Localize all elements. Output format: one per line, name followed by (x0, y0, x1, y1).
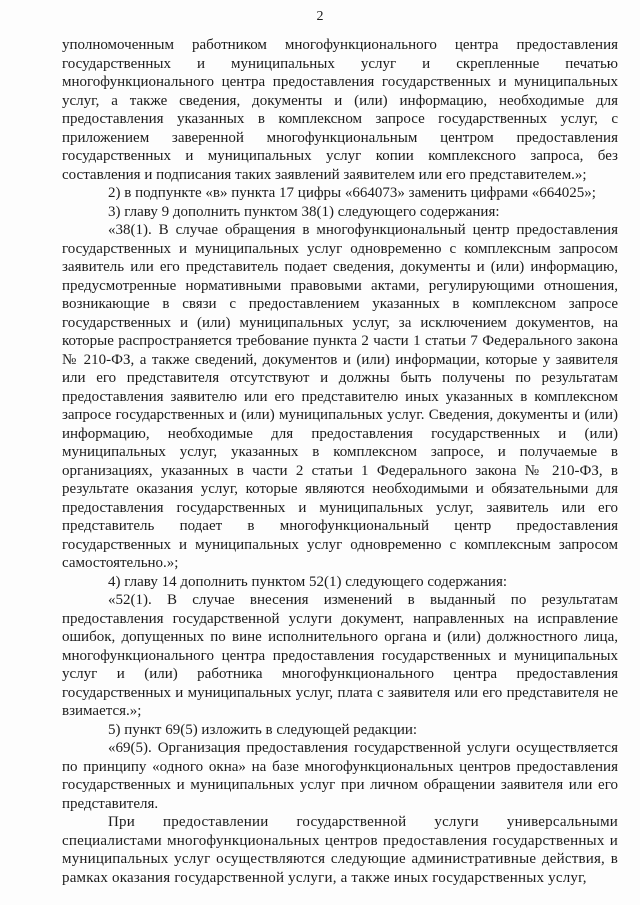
paragraph-item-5: 5) пункт 69(5) изложить в следующей редакции: (108, 721, 418, 738)
page-number: 2 (316, 9, 324, 24)
paragraph-clause-69-5: «69(5). Организация предоставления государственной услуги осуществляется по принципу «одного окна» на базе многофункциональных центров предоставления государственных и муниципальных услуг при личном обращении заявителя или его представителя. (62, 740, 618, 812)
paragraph-item-3: 3) главу 9 дополнить пунктом 38(1) следующего содержания: (108, 203, 500, 220)
paragraph-clause-52-1: «52(1). В случае внесения изменений в выданный по результатам предоставления государственной услуги документ, направленных на исправление ошибок, допущенных по вине исполнительного органа и (или) должностного лица, многофункционального центра предоставления государственных и муниципальных услуг и (или) работника многофункционального центра предоставления государственных и муниципальных услуг, плата с заявителя или его представителя не взимается.»; (62, 592, 618, 719)
paragraph-universal-specialists: При предоставлении государственной услуги универсальными специалистами многофункциональных центров предоставления государственных и муниципальных услуг осуществляются следующие административные действия, в рамках оказания государственной услуги, а также иных государственных услуг, (62, 814, 618, 886)
paragraph-item-2: 2) в подпункте «в» пункта 17 цифры «664073» заменить цифрами «664025»; (108, 185, 596, 201)
document-body (62, 36, 618, 887)
paragraph-item-4: 4) главу 14 дополнить пунктом 52(1) следующего содержания: (108, 573, 508, 590)
paragraph-continuation: уполномоченным работником многофункционального центра предоставления государственных и муниципальных услуг и скрепленные печатью многофункционального центра предоставления государственных и муниципальных услуг, а также сведения, документы и (или) информацию, необходимые для предоставления указанных в комплексном запросе государственных услуг, с приложением заверенной многофункциональным центром предоставления государственных и муниципальных услуг копии комплексного запроса, без составления и подписания таких заявлений заявителем или его представителем.»; (62, 37, 618, 183)
paragraph-clause-38-1: «38(1). В случае обращения в многофункциональный центр предоставления государственных и муниципальных услуг одновременно с комплексным запросом заявитель или его представитель подает сведения, документы и (или) информацию, предусмотренные нормативными правовыми актами, регулирующими отношения, возникающие в связи с предоставлением указанных в комплексном запросе государственных и (или) муниципальных услуг, за исключением документов, на которые распространяется требование пункта 2 части 1 статьи 7 Федерального закона № 210-ФЗ, а также сведений, документов и (или) информации, которые у заявителя или его представителя отсутствуют и должны быть получены по результатам предоставления заявителю или его представителю иных указанных в комплексном запросе государственных и (или) муниципальных услуг. Сведения, документы и (или) информацию, необходимые для предоставления государственных и (или) муниципальных услуг, указанных в комплексном запросе, и получаемые в организациях, указанных в части 2 статьи 1 Федерального закона № 210-ФЗ, в результате оказания услуг, которые являются необходимыми и обязательными для предоставления государственных и муниципальных услуг, заявитель или его представитель подает в многофункциональный центр предоставления государственных и муниципальных услуг одновременно с комплексным запросом самостоятельно.»; (62, 222, 618, 571)
